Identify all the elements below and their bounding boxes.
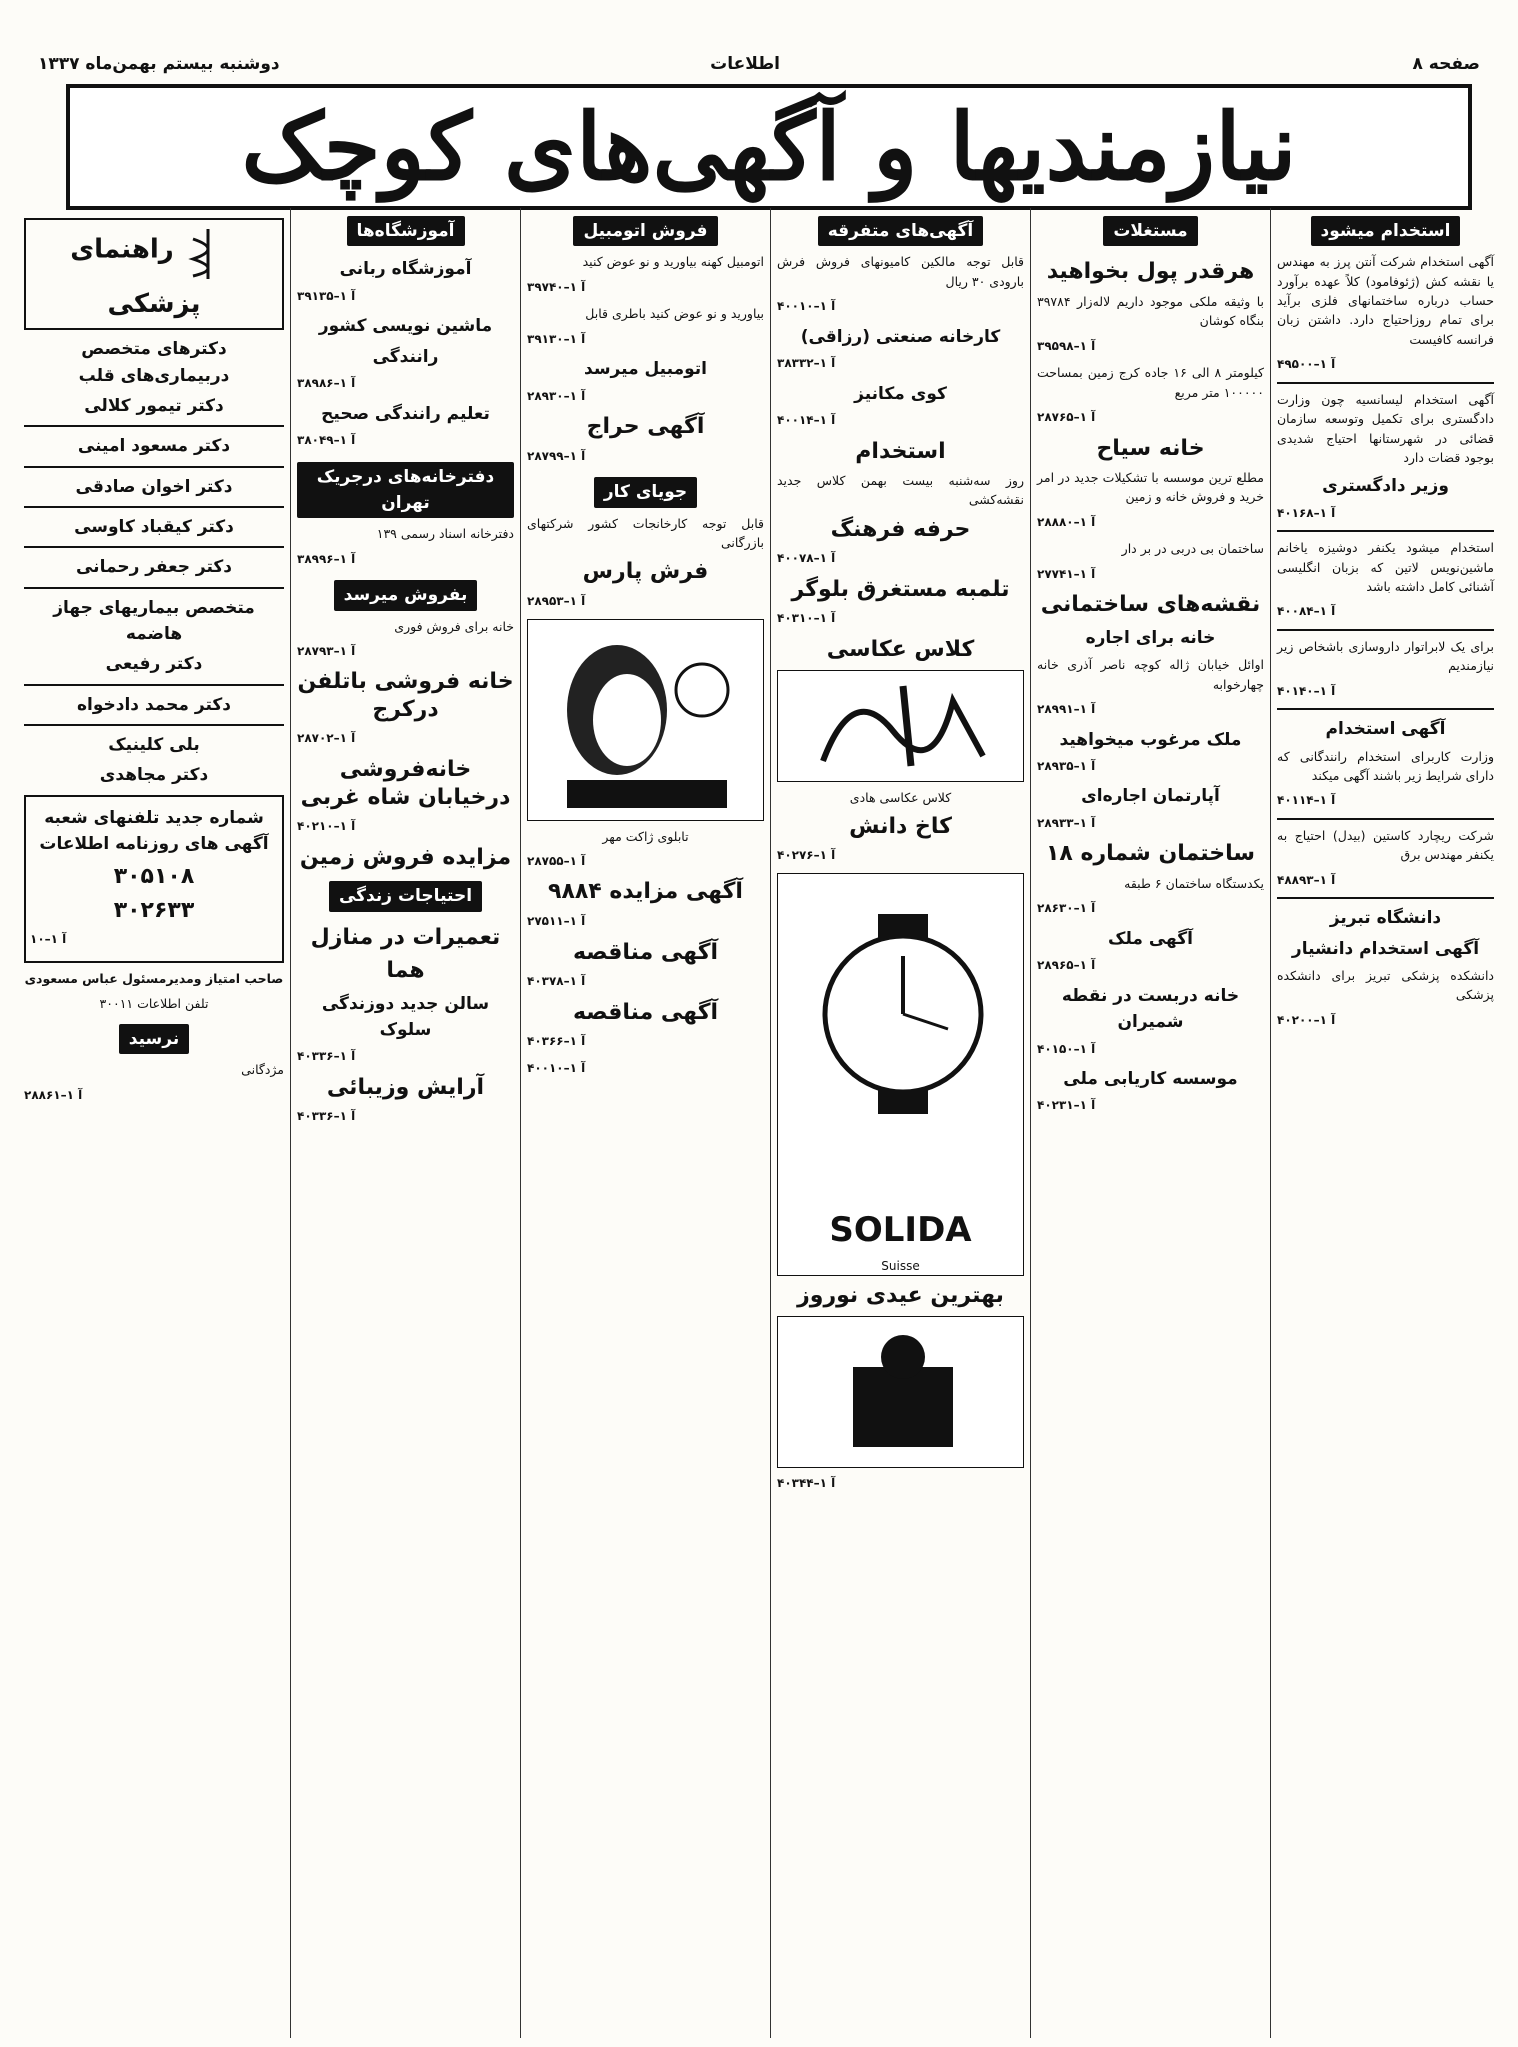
ad-ref: آ ۱–۴۰۲۳۱ <box>1037 1098 1096 1113</box>
ad-heading: آموزشگاه ربانی <box>339 259 472 280</box>
paper-name: اطلاعات <box>710 54 780 74</box>
ad-ref: آ ۱–۲۸۹۶۵ <box>1037 958 1096 973</box>
ad-ref: آ ۱–۴۰۳۷۸ <box>527 974 586 989</box>
ad-text: اتومبیل کهنه بیاورید و نو عوض کنید <box>582 254 764 270</box>
ad-ref: آ ۱–۳۹۱۳۵ <box>297 288 356 303</box>
ad-ref: آ ۱–۲۸۹۳۵ <box>1037 758 1096 773</box>
section-header: آموزشگاه‌ها <box>347 216 465 246</box>
doctor-name: دکتر تیمور کلالی <box>84 395 224 416</box>
publisher-line: صاحب امتیاز ومدیرمسئول عباس مسعودی <box>24 971 284 987</box>
ad-ref: آ ۱–۴۰۲۱۰ <box>297 819 356 834</box>
ad-heading: خانه فروشی باتلفن درکرج <box>297 669 514 722</box>
ad-heading: موسسه کاریابی ملی <box>1063 1069 1238 1090</box>
ad-text: دفترخانه اسناد رسمی ۱۳۹ <box>376 526 514 542</box>
ad-heading: تعمیرات در منازل <box>310 924 501 950</box>
ad-text: قابل توجه مالکین کامیونهای فروش فرش بارودی ۳۰ ریال <box>777 254 1024 289</box>
ad-heading: آگهی حراج <box>586 414 705 440</box>
column-cars <box>520 208 770 2038</box>
ad-heading: آگهی ملک <box>1108 928 1193 949</box>
ad-heading: شماره جدید تلفنهای شعبه آگهی های روزنامه اطلاعات <box>39 807 269 855</box>
ad-text: آگهی استخدام لیسانسیه چون وزارت دادگستری برای تکمیل وتوسعه سازمان قضائی در شهرستانها احتیاج شدیدی بوجود قضات دارد <box>1277 391 1494 465</box>
column-employment <box>1270 208 1500 2038</box>
ad-ref: آ ۱–۳۸۰۴۹ <box>297 432 356 447</box>
ad-heading: دانشگاه تبریز <box>1329 908 1442 929</box>
ad-ref: آ ۱–۴۰۰۷۸ <box>777 551 836 566</box>
ad-text: تابلوی ژاکت مهر <box>602 828 689 844</box>
page-header <box>18 52 1500 80</box>
ad-ref: آ ۱–۲۸۷۹۹ <box>527 448 586 463</box>
ad-ref: آ ۱–۴۰۰۱۰ <box>777 299 836 314</box>
ad-text: مژدگانی <box>241 1062 284 1078</box>
section-header: فروش اتومبیل <box>573 216 717 246</box>
ad-heading: خانه برای اجاره <box>1085 627 1216 648</box>
ad-heading: تعلیم رانندگی صحیح <box>321 403 490 424</box>
ad-heading: دکترهای متخصص دربیماری‌های قلب <box>78 339 230 386</box>
ad-text: با وثیقه ملکی موجود داریم لاله‌زار ۳۹۷۸۴ بنگاه کوشان <box>1037 293 1264 329</box>
ad-ref: آ ۱–۳۸۹۸۶ <box>297 375 356 390</box>
ad-ref: آ ۱–۳۸۹۹۶ <box>297 551 356 566</box>
ad-heading: ماشین نویسی کشور <box>318 316 493 337</box>
column-medical <box>18 208 290 2038</box>
solida-brand: SOLIDA <box>829 1209 972 1250</box>
ad-ref: آ ۱–۴۰۱۴۰ <box>1277 683 1336 698</box>
ad-heading: مزایده فروش زمین <box>299 844 512 870</box>
section-header: راهنمای پزشکی <box>70 234 201 319</box>
ad-ref: آ ۱–۴۰۳۳۶ <box>297 1109 356 1124</box>
ad-heading: بلی کلینیک <box>108 735 200 756</box>
ad-ref: آ ۱–۴۰۲۷۶ <box>777 848 836 863</box>
ad-phones-box <box>24 795 284 963</box>
columns <box>18 208 1500 2038</box>
ad-text: کلاس عکاسی هادی <box>849 789 952 805</box>
phone-number: ۳۰۲۶۳۳ <box>113 897 195 923</box>
ad-text: کیلومتر ۸ الی ۱۶ جاده کرج زمین بمساحت ۱۰۰۰۰۰ متر مربع <box>1037 365 1264 400</box>
section-header: جویای کار <box>594 477 697 507</box>
ad-text: برای یک لابراتوار داروسازی باشخاص زیر نیازمندیم <box>1277 638 1494 674</box>
ad-ref: آ ۱–۲۸۹۵۳ <box>527 593 586 608</box>
ad-heading: فرش پارس <box>582 559 709 585</box>
ad-ref: آ ۱–۳۸۳۳۲ <box>777 356 836 371</box>
ad-heading: کوی مکانیز <box>854 383 947 404</box>
ad-heading: استخدام <box>855 438 946 464</box>
ad-ref: آ ۱–۳۹۷۴۰ <box>527 279 586 294</box>
doctor-name: دکتر مجاهدی <box>99 765 209 786</box>
ad-heading: بهترین عیدی نوروز <box>797 1283 1004 1309</box>
ad-ref: آ ۱–۲۸۷۵۵ <box>527 853 586 868</box>
section-header: استخدام میشود <box>1311 216 1461 246</box>
section-header: احتیاجات زندگی <box>329 881 482 911</box>
section-header: بفروش میرسد <box>334 580 478 610</box>
ad-heading: هرقدر پول بخواهید <box>1046 259 1255 285</box>
ad-heading: نقشه‌های ساختمانی <box>1040 592 1261 618</box>
ad-ref: آ ۱–۲۸۹۳۰ <box>527 388 586 403</box>
ad-heading: آگهی مزایده ۹۸۸۴ <box>548 879 743 905</box>
phone-number: ۳۰۵۱۰۸ <box>113 864 195 890</box>
ad-heading: آرایش وزیبائی <box>326 1074 485 1100</box>
section-header: آگهی‌های متفرقه <box>818 216 984 246</box>
ad-subheading: آگهی استخدام دانشیار <box>1291 938 1480 959</box>
hadi-logo-image <box>777 670 1024 782</box>
column-schools <box>290 208 520 2038</box>
column-real-estate <box>1030 208 1270 2038</box>
ad-ref: آ ۱–۲۸۸۸۰ <box>1037 514 1096 529</box>
ad-heading: متخصص بیماریهای جهاز هاضمه <box>53 597 255 645</box>
ad-ref: آ ۱–۴۰۰۱۰ <box>527 1060 586 1075</box>
ad-heading: ملک مرغوب میخواهید <box>1059 729 1242 750</box>
page-number: صفحه ۸ <box>1412 54 1480 74</box>
ad-heading: کارخانه صنعتی (رزاقی) <box>800 326 1001 347</box>
caduceus-icon <box>178 224 238 284</box>
date-line: دوشنبه بیستم بهمن‌ماه ۱۳۳۷ <box>38 54 280 74</box>
ad-ref: آ ۱–۴۰۳۶۶ <box>527 1034 586 1049</box>
doctor-name: دکتر جعفر رحمانی <box>75 557 233 578</box>
ad-text: بیاورید و نو عوض کنید باطری قابل <box>585 306 764 322</box>
section-header: نرسید <box>119 1024 189 1054</box>
ad-ref: آ ۱–۴۰۳۴۴ <box>777 1475 836 1490</box>
ad-signature: وزیر دادگستری <box>1322 476 1449 497</box>
ad-heading: سالن جدید دوزندگی سلوک <box>321 993 490 1040</box>
ad-heading: کاخ دانش <box>849 813 952 839</box>
ad-text: شرکت ریچارد کاستین (بیدل) احتیاج به یکنفر مهندس برق <box>1277 828 1494 863</box>
ad-ref: آ ۱–۴۰۱۵۰ <box>1037 1041 1096 1056</box>
ad-ref: آ ۱–۲۷۵۱۱ <box>527 913 586 928</box>
publisher-phone: تلفن اطلاعات ۳۰۰۱۱ <box>99 996 209 1012</box>
ad-text: آگهی استخدام شرکت آنتن پرز به مهندس یا نقشه کش (ژئوفامود) کلاً عهده برآورد حساب درباره ساختمانهای فلزی برآید برای تمام روزاحتیاج دارد. داشتن زبان فرانسه کافیست <box>1277 254 1494 347</box>
ad-ref: آ ۱–۴۰۰۸۴ <box>1277 604 1336 619</box>
ad-ref: آ ۱–۲۸۸۶۱ <box>24 1087 83 1102</box>
ad-ref: آ ۱–۴۰۱۱۴ <box>1277 793 1336 808</box>
ad-heading: ساختمان شماره ۱۸ <box>1046 841 1255 867</box>
doctor-name: دکتر کیقباد کاوسی <box>74 517 234 538</box>
ad-ref: آ ۱–۴۸۸۹۳ <box>1277 872 1336 887</box>
ad-ref: آ ۱–۳۹۵۹۸ <box>1037 338 1096 353</box>
ad-heading: آپارتمان اجاره‌ای <box>1081 786 1220 807</box>
ad-heading: کلاس عکاسی <box>826 637 975 662</box>
ad-text: یکدستگاه ساختمان ۶ طبقه <box>1124 875 1264 891</box>
ad-heading: تلمبه مستغرق بلوگر <box>791 576 1010 602</box>
ad-heading: خانه دربست در نقطه شمیران <box>1061 985 1240 1033</box>
ad-ref: آ ۱–۲۸۷۰۲ <box>297 731 356 746</box>
ad-ref: آ ۱–۲۸۹۳۳ <box>1037 815 1096 830</box>
ad-heading: رانندگی <box>372 346 439 367</box>
woman-portrait-ad <box>527 619 764 821</box>
ad-ref: آ ۱–۴۰۱۶۸ <box>1277 505 1336 520</box>
ad-ref: آ ۱–۴۰۲۰۰ <box>1277 1012 1336 1027</box>
doctor-name: دکتر مسعود امینی <box>77 436 231 457</box>
ad-heading: خانه سیاح <box>1096 435 1205 461</box>
ad-text: قابل توجه کارخانجات کشور شرکتهای بازرگانی <box>527 515 764 551</box>
solida-watch-ad <box>777 873 1024 1276</box>
camera-ad-image <box>777 1316 1024 1468</box>
masthead-title: نیازمندیها و آگهی‌های کوچک <box>241 93 1297 201</box>
ad-text: دانشکده پزشکی تبریز برای دانشکده پزشکی <box>1277 968 1494 1003</box>
ad-text: استخدام میشود یکنفر دوشیزه یاخانم ماشین‌نویس لاتین که بزبان انگلیسی آشنائی کامل داشته باشد <box>1277 540 1494 594</box>
section-header: دفترخانه‌های درجریک تهران <box>297 462 514 519</box>
ad-text: اوائل خیابان ژاله کوچه ناصر آذری خانه چهارخوابه <box>1037 657 1264 692</box>
ad-ref: آ ۱–۲۸۷۹۳ <box>297 643 356 658</box>
ad-ref: آ ۱–۴۹۵۰۰ <box>1277 357 1336 372</box>
ad-text: مطلع ترین موسسه با تشکیلات جدید در امر خرید و فروش خانه و زمین <box>1037 470 1264 505</box>
ad-ref: آ ۱–۲۸۶۳۰ <box>1037 901 1096 916</box>
ad-heading: اتومبیل میرسد <box>584 359 707 380</box>
masthead-banner <box>66 84 1472 210</box>
ad-heading: آگهی مناقصه <box>572 939 719 965</box>
medical-guide-banner <box>24 218 284 330</box>
ad-ref: آ ۱–۴۰۳۳۶ <box>297 1049 356 1064</box>
ad-heading: خانه‌فروشی درخیابان شاه غربی <box>300 757 511 810</box>
doctor-name: دکتر اخوان صادقی <box>75 476 233 497</box>
ad-ref: آ ۱–۲۷۷۴۱ <box>1037 566 1096 581</box>
ad-text: ساختمان بی دربی در بر دار <box>1121 541 1264 557</box>
ad-ref: آ ۱–۲۸۷۶۵ <box>1037 409 1096 424</box>
ad-ref: آ ۱–۱۰ <box>30 932 67 947</box>
ad-text: روز سه‌شنبه بیست بهمن کلاس جدید نقشه‌کشی <box>777 473 1024 508</box>
ad-heading: هما <box>386 958 425 983</box>
doctor-name: دکتر محمد دادخواه <box>76 694 231 715</box>
ad-ref: آ ۱–۳۹۱۳۰ <box>527 331 586 346</box>
doctor-name: دکتر رفیعی <box>105 654 203 675</box>
ad-heading: حرفه فرهنگ <box>830 516 971 542</box>
column-misc <box>770 208 1030 2038</box>
ad-heading: آگهی استخدام <box>1325 719 1446 740</box>
ad-text: وزارت کاربرای استخدام رانندگانی که دارای شرایط زیر باشند آگهی میکند <box>1277 748 1494 784</box>
ad-ref: آ ۱–۴۰۰۱۴ <box>777 412 836 427</box>
solida-sub: Suisse <box>881 1258 920 1273</box>
ad-heading: آگهی مناقصه <box>572 999 719 1025</box>
section-header: مستغلات <box>1103 216 1197 246</box>
ad-ref: آ ۱–۴۰۳۱۰ <box>777 611 836 626</box>
ad-ref: آ ۱–۲۸۹۹۱ <box>1037 701 1096 716</box>
ad-text: خانه برای فروش فوری <box>394 618 514 634</box>
